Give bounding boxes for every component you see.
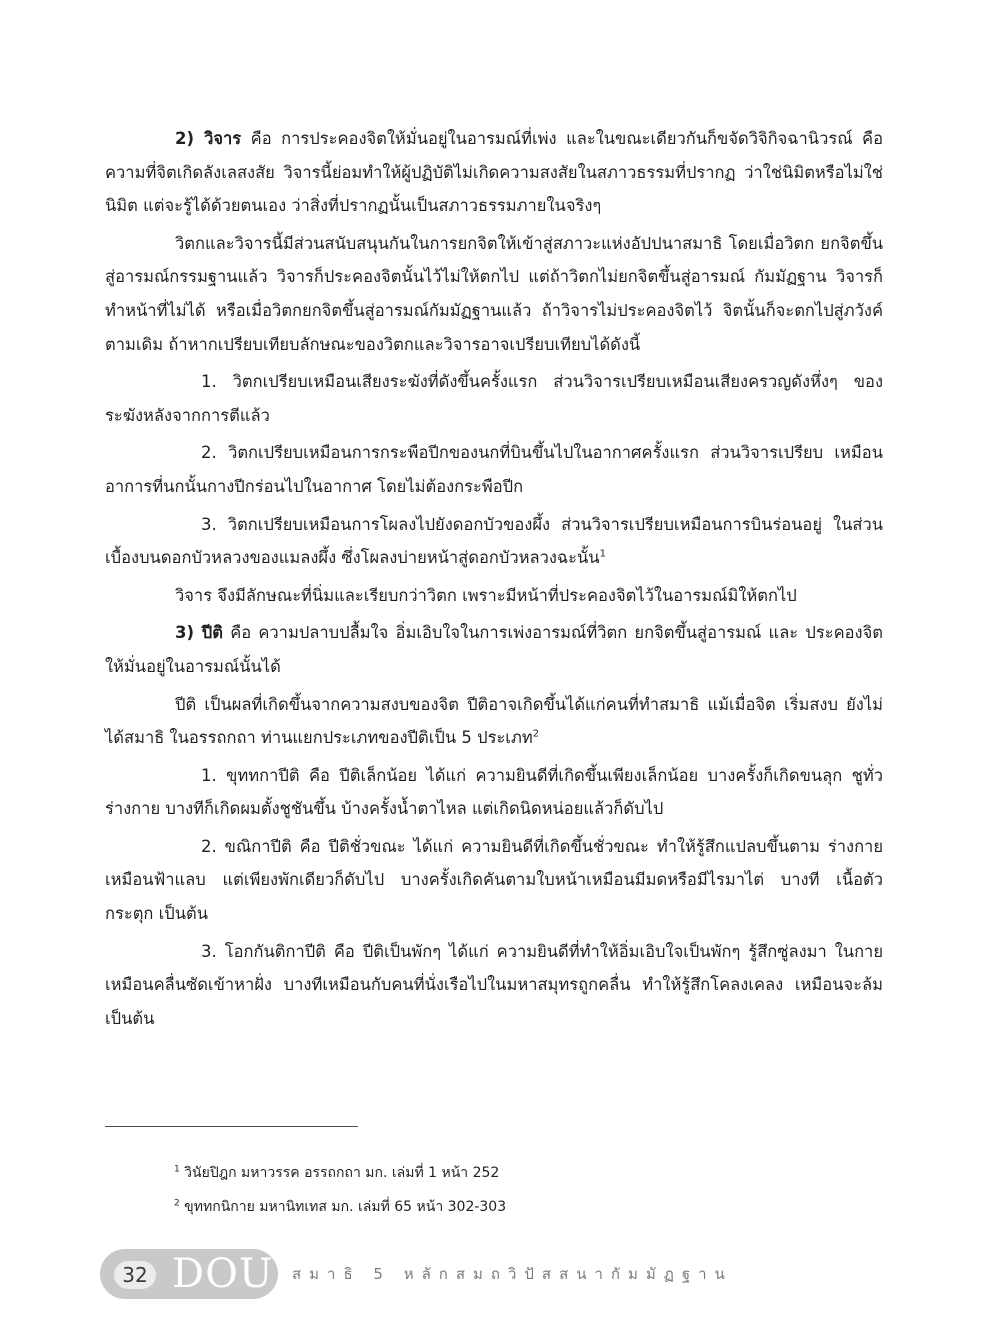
- paragraph-piti-types: ปีติ เป็นผลที่เกิดขึ้นจากความสงบของจิต ปีติอาจเกิดขึ้นได้แก่คนที่ทำสมาธิ แม้เมื่อจิต เริ่มสงบ ยังไม่ได้สมาธิ ในอรรถกถา ท่านแยกประเภทของปีติเป็น 5 ประเภท$^2$: [105, 694, 883, 748]
- list-item-khuddaka: 1. ขุททกาปีติ คือ ปีติเล็กน้อย ได้แก่ ความยินดีที่เกิดขึ้นเพียงเล็กน้อย บางครั้งก็เกิดขนลุก ชูทั่วร่างกาย บางทีก็เกิดผมตั้งชูชันขึ้น บ้างครั้งน้ำตาไหล แต่เกิดนิดหน่อยแล้วก็ดับไป: [105, 765, 883, 819]
- paragraph-vicara-summary: วิจาร จึงมีลักษณะที่นิ่มและเรียบกว่าวิตก เพราะมีหน้าที่ประคองจิตไว้ในอารมณ์มิให้ตกไป: [175, 585, 797, 605]
- brand-logo: DOU: [172, 1251, 274, 1297]
- footnote-2: $^2$ ขุททกนิกาย มหานิทเทส มก. เล่มที่ 65 หน้า 302-303: [174, 1198, 507, 1215]
- footnote-1: $^1$ วินัยปิฎก มหาวรรค อรรถกถา มก. เล่มที่ 1 หน้า 252: [174, 1164, 500, 1181]
- list-item-bird: 2. วิตกเปรียบเหมือนการกระพือปีกของนกที่บินขึ้นไปในอากาศครั้งแรก ส่วนวิจารเปรียบ เหมือนอาการที่นกนั้นกางปีกร่อนไปในอากาศ โดยไม่ต้องกระพือปีก: [105, 443, 883, 496]
- paragraph-vicara: 2) วิจาร คือ การประคองจิตให้มั่นอยู่ในอารมณ์ที่เพ่ง และในขณะเดียวกันก็ขจัดวิจิกิจฉานิวรณ์ คือ ความที่จิตเกิดลังเลสงสัย วิจารนี้ย่อมทำให้ผู้ปฏิบัติไม่เกิดความสงสัยในสภาวธรรมที่ปรากฏ ว่าใช่นิมิตหรือไม่ใช่นิมิต แต่จะรู้ได้ด้วยตนเอง ว่าสิ่งที่ปรากฏนั้นเป็นสภาวธรรมภายในจริงๆ: [105, 129, 884, 216]
- paragraph-piti: 3) ปีติ คือ ความปลาบปลื้มใจ อิ่มเอิบใจในการเพ่งอารมณ์ที่วิตก ยกจิตขึ้นสู่อารมณ์ และ ประคองจิตให้มั่นอยู่ในอารมณ์นั้นได้: [105, 623, 883, 676]
- list-item-bell: 1. วิตกเปรียบเหมือนเสียงระฆังที่ดังขึ้นครั้งแรก ส่วนวิจารเปรียบเหมือนเสียงครวญดังหึ่งๆ ของระฆังหลังจากการตีแล้ว: [105, 372, 883, 425]
- running-title: สมาธิ 5 หลักสมถวิปัสสนากัมมัฏฐาน: [292, 1265, 733, 1283]
- heading-piti: 3) ปีติ: [175, 623, 223, 643]
- page-number: 32: [114, 1261, 156, 1289]
- list-item-bee: 3. วิตกเปรียบเหมือนการโผลงไปยังดอกบัวของผึ้ง ส่วนวิจารเปรียบเหมือนการบินร่อนอยู่ ในส่วนเบื้องบนดอกบัวหลวงของแมลงผึ้ง ซึ่งโผลงบ่ายหน้าสู่ดอกบัวหลวงฉะนั้น$^1$: [105, 514, 883, 568]
- footnote-divider: [105, 1126, 358, 1127]
- list-item-khanika: 2. ขณิกาปีติ คือ ปีติชั่วขณะ ได้แก่ ความยินดีที่เกิดขึ้นชั่วขณะ ทำให้รู้สึกแปลบขึ้นตาม ร่างกายเหมือนฟ้าแลบ แต่เพียงพักเดียวก็ดับไป บางครั้งเกิดคันตามใบหน้าเหมือนมีมดหรือมีไรมาไต่ บางที เนื้อตัวกระตุก เป็นต้น: [105, 836, 883, 924]
- heading-vicara: 2) วิจาร: [175, 129, 242, 148]
- page-footer: [100, 1249, 900, 1301]
- footnote-ref-1[interactable]: 1: [599, 548, 606, 560]
- footnote-ref-2[interactable]: 2: [532, 728, 540, 740]
- footnotes: [174, 1156, 874, 1224]
- list-item-okkantika: 3. โอกกันติกาปีติ คือ ปีติเป็นพักๆ ได้แก่ ความยินดีที่ทำให้อิ่มเอิบใจเป็นพักๆ รู้สึกซู่ลงมา ในกายเหมือนคลื่นซัดเข้าหาฝั่ง บางทีเหมือนกับคนที่นั่งเรือไปในมหาสมุทรถูกคลื่น ทำให้รู้สึกโคลงเคลง เหมือนจะล้ม เป็นต้น: [105, 941, 883, 1028]
- paragraph-vitakka-vicara-support: วิตกและวิจารนี้มีส่วนสนับสนุนกันในการยกจิตให้เข้าสู่สภาวะแห่งอัปปนาสมาธิ โดยเมื่อวิตก ยกจิตขึ้นสู่อารมณ์กรรมฐานแล้ว วิจารก็ประคองจิตนั้นไว้ไม่ให้ตกไป แต่ถ้าวิตกไม่ยกจิตขึ้นสู่อารมณ์ กัมมัฏฐาน วิจารก็ทำหน้าที่ไม่ได้ หรือเมื่อวิตกยกจิตขึ้นสู่อารมณ์กัมมัฏฐานแล้ว ถ้าวิจารไม่ประคองจิตไว้ จิตนั้นก็จะตกไปสู่ภวังค์ตามเดิม ถ้าหากเปรียบเทียบลักษณะของวิตกและวิจารอาจเปรียบเทียบได้ดังนี้: [105, 233, 883, 354]
- page-badge: [100, 1249, 278, 1299]
- main-text: [105, 122, 883, 1039]
